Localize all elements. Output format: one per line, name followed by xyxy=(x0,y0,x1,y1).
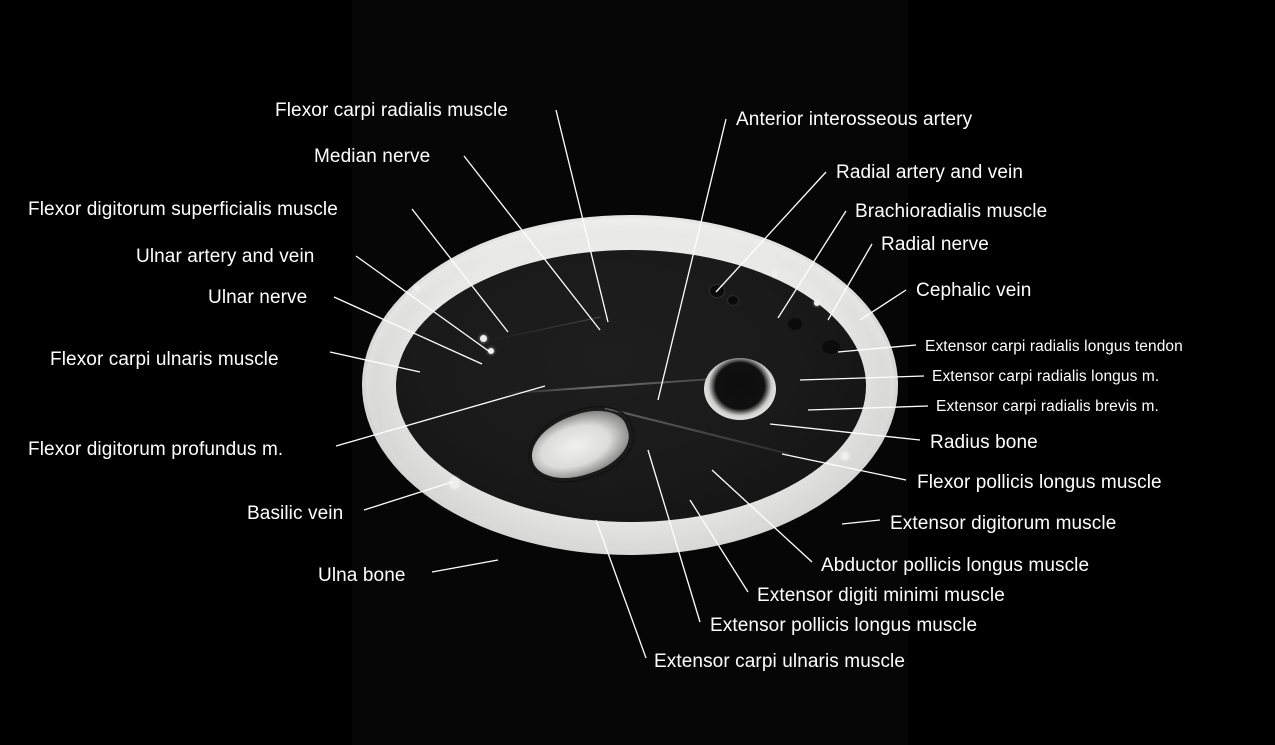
label-flexor-digitorum-superficialis-muscle: Flexor digitorum superficialis muscle xyxy=(28,199,338,220)
vessel-marker xyxy=(450,477,459,489)
label-cephalic-vein: Cephalic vein xyxy=(916,280,1032,301)
vessel-marker xyxy=(414,285,420,291)
label-radius-bone: Radius bone xyxy=(930,432,1038,453)
label-median-nerve: Median nerve xyxy=(314,146,431,167)
vessel-marker xyxy=(841,452,849,460)
label-ulnar-artery-and-vein: Ulnar artery and vein xyxy=(136,246,315,267)
label-ulnar-nerve: Ulnar nerve xyxy=(208,287,308,308)
label-flexor-digitorum-profundus-muscle: Flexor digitorum profundus m. xyxy=(28,439,284,460)
radial-vessels-region xyxy=(728,296,738,305)
label-flexor-pollicis-longus-muscle: Flexor pollicis longus muscle xyxy=(917,472,1162,493)
radial-vessels-region xyxy=(710,285,724,297)
label-anterior-interosseous-artery: Anterior interosseous artery xyxy=(736,109,973,130)
muscle-compartment xyxy=(396,250,866,522)
label-ulna-bone: Ulna bone xyxy=(318,565,406,586)
label-flexor-carpi-radialis-muscle: Flexor carpi radialis muscle xyxy=(275,100,508,121)
label-extensor-digitorum-muscle: Extensor digitorum muscle xyxy=(890,513,1117,534)
label-flexor-carpi-ulnaris-muscle: Flexor carpi ulnaris muscle xyxy=(50,349,279,370)
label-extensor-pollicis-longus-muscle: Extensor pollicis longus muscle xyxy=(710,615,978,636)
radius-bone-region xyxy=(704,358,776,420)
vessel-marker xyxy=(488,348,494,354)
vessel-marker xyxy=(814,300,820,306)
vessel-marker xyxy=(772,272,777,277)
label-brachioradialis-muscle: Brachioradialis muscle xyxy=(855,201,1048,222)
extensor-tendon-region xyxy=(822,340,840,354)
extensor-tendon-region xyxy=(788,318,802,330)
vessel-marker xyxy=(480,335,487,342)
label-extensor-carpi-radialis-longus-tendon: Extensor carpi radialis longus tendon xyxy=(925,338,1183,355)
label-extensor-carpi-radialis-longus-muscle: Extensor carpi radialis longus m. xyxy=(932,368,1160,385)
label-extensor-carpi-ulnaris-muscle: Extensor carpi ulnaris muscle xyxy=(654,651,906,672)
label-abductor-pollicis-longus-muscle: Abductor pollicis longus muscle xyxy=(821,555,1090,576)
label-basilic-vein: Basilic vein xyxy=(247,503,344,524)
label-radial-artery-and-vein: Radial artery and vein xyxy=(836,162,1024,183)
label-extensor-carpi-radialis-brevis-muscle: Extensor carpi radialis brevis m. xyxy=(936,398,1159,415)
label-radial-nerve: Radial nerve xyxy=(881,234,989,255)
label-extensor-digiti-minimi-muscle: Extensor digiti minimi muscle xyxy=(757,585,1005,606)
